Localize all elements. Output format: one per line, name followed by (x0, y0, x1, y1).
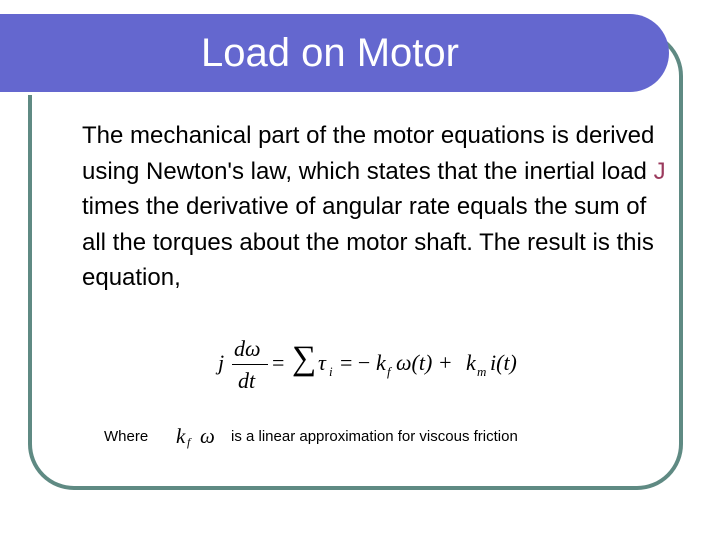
eq-equals-minus: = − (340, 350, 371, 375)
eq-k-m-sub: m (477, 364, 487, 379)
body-text-after: times the derivative of angular rate equals the sum of all the torques about the motor shaft. The result is this equation, (82, 193, 654, 291)
eq-omega-t: ω(t) + (396, 350, 453, 375)
eq-denominator: dt (238, 368, 256, 393)
where-k: k (176, 424, 186, 448)
eq-tau-sub: i (329, 364, 333, 379)
eq-equals: = (272, 350, 285, 375)
eq-k-f-sub: f (387, 364, 391, 379)
where-k-sub: f (187, 435, 191, 449)
eq-i-t: i(t) (490, 350, 517, 375)
title-underline (0, 92, 638, 95)
where-prefix: Where (104, 428, 149, 445)
slide-title: Load on Motor (201, 31, 459, 75)
eq-j: j (218, 350, 225, 375)
body-paragraph (82, 118, 672, 296)
eq-k-f: k (376, 350, 386, 375)
eq-tau: τ (318, 350, 326, 375)
body-text-before: The mechanical part of the motor equations is derived using Newton's law, which states that the inertial load (82, 122, 655, 185)
inertial-load-symbol: J (653, 157, 666, 185)
fraction-bar (232, 364, 268, 365)
where-description: is a linear approximation for viscous friction (231, 428, 518, 445)
summation-symbol: ∑ (292, 340, 317, 377)
eq-k-m: k (466, 350, 476, 375)
where-omega: ω (200, 424, 215, 448)
eq-numerator: dω (234, 336, 261, 361)
where-line (104, 424, 624, 454)
